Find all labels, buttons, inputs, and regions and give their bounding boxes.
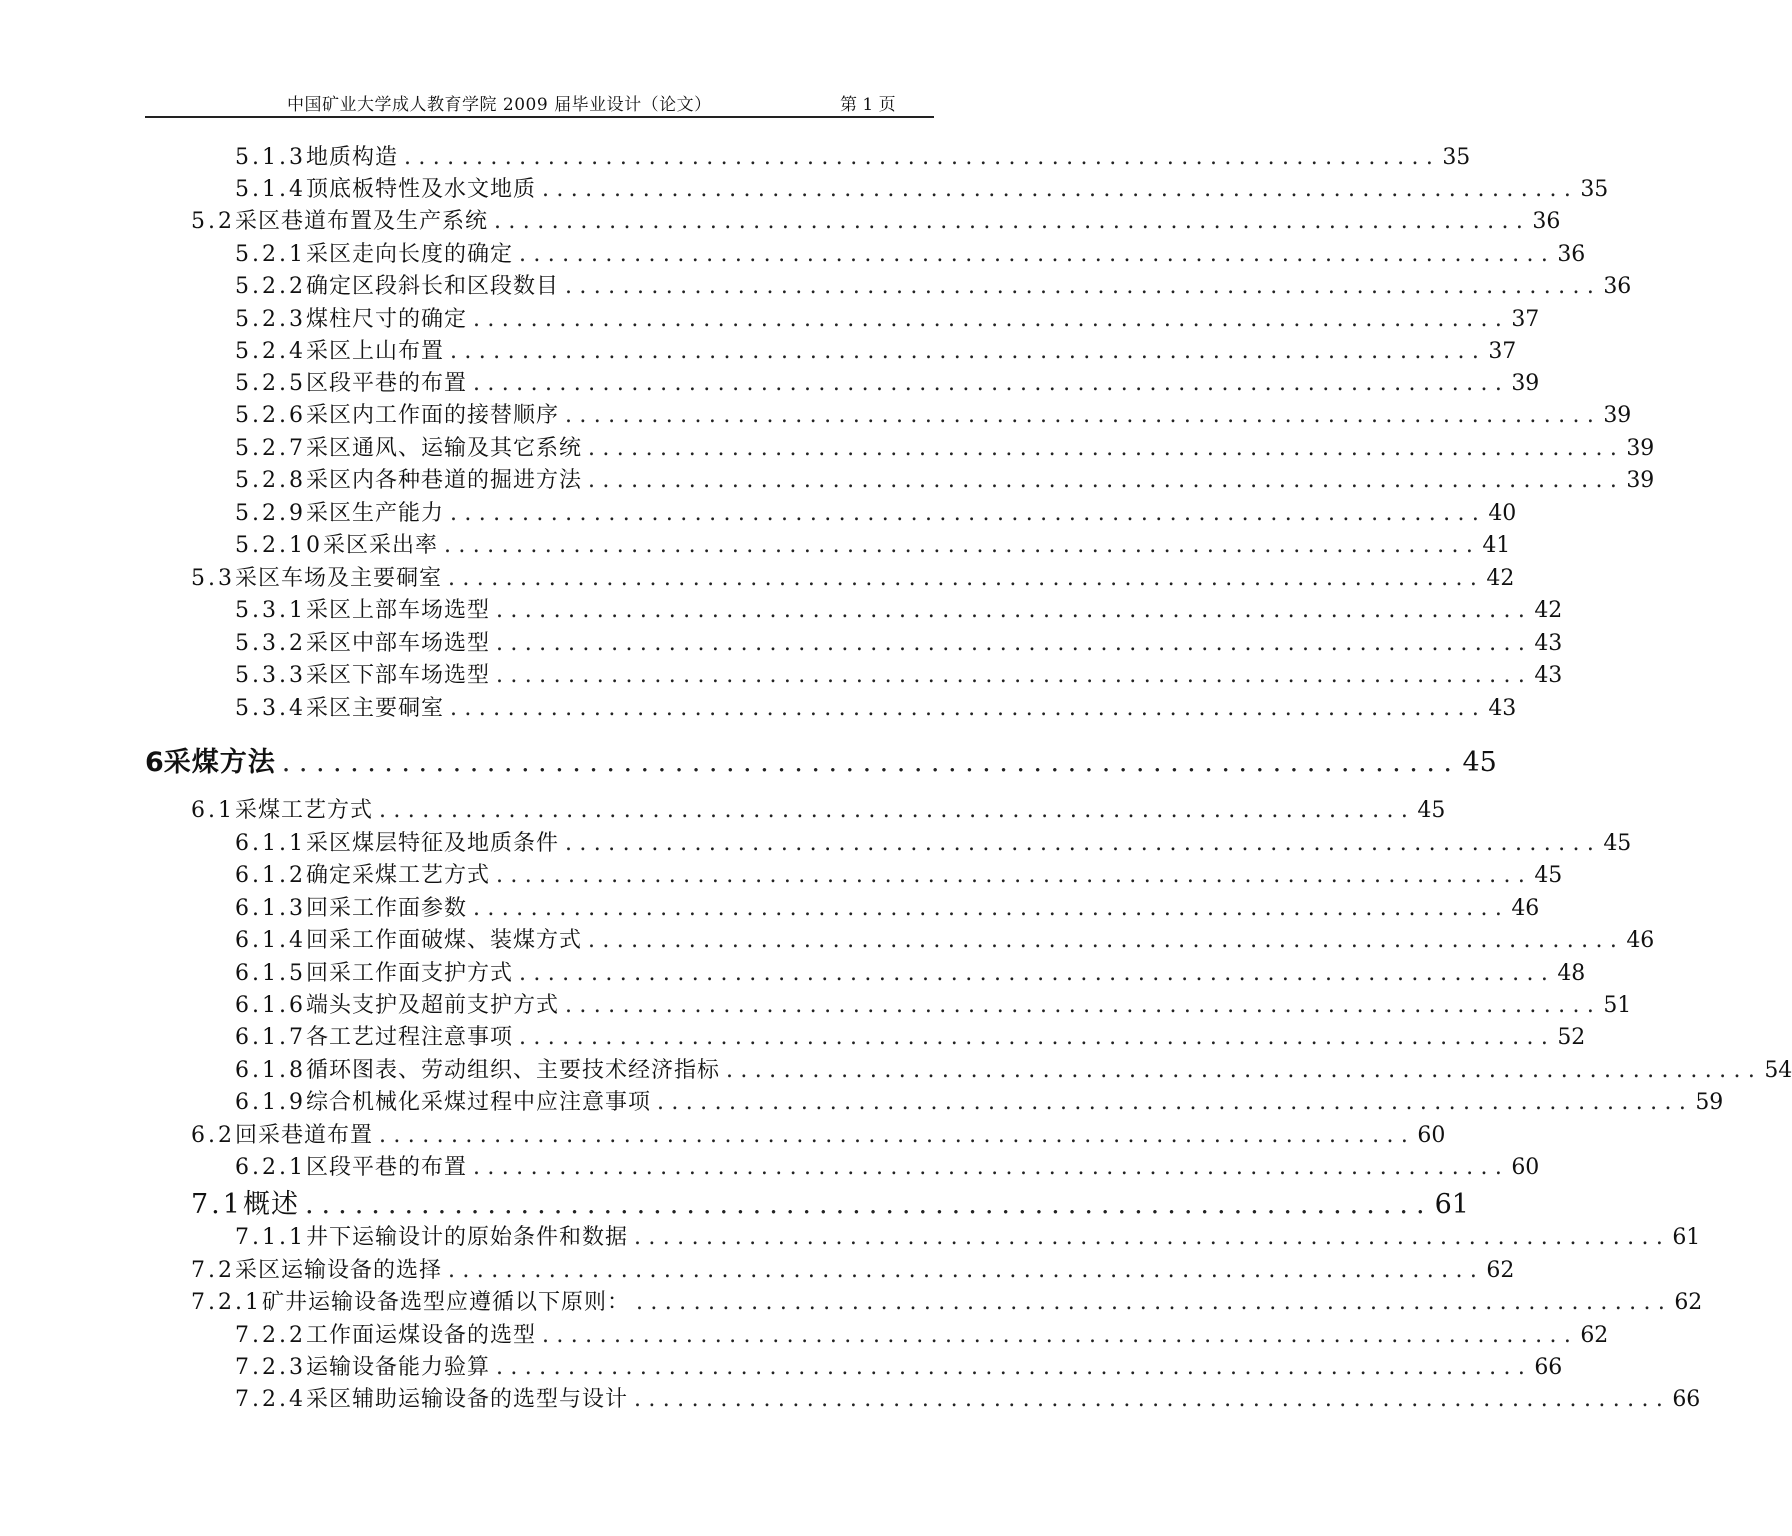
toc-entry[interactable]: [235, 891, 1540, 923]
toc-entry-number: 6.1.2: [235, 863, 306, 888]
toc-entry-page: 39: [1603, 403, 1632, 428]
toc-entry-title: 回采工作面破煤、装煤方式: [305, 928, 582, 953]
toc-entry[interactable]: [191, 1285, 1703, 1317]
toc-entry[interactable]: [191, 1118, 1446, 1150]
toc-entry-number: 5.2.10: [235, 533, 323, 558]
toc-leader-dots: ........................................................................: [404, 145, 1441, 170]
header-title: 中国矿业大学成人教育学院 2009 届毕业设计（论文）: [287, 95, 712, 115]
toc-entry-title: 采区中部车场选型: [305, 631, 490, 656]
toc-entry-number: 7.2: [191, 1258, 235, 1283]
toc-entry-title: 采区下部车场选型: [305, 663, 490, 688]
toc-entry-number: 7.1.1: [235, 1225, 306, 1250]
toc-entry-title: 采区走向长度的确定: [305, 242, 513, 267]
page-header: [145, 88, 934, 118]
toc-entry[interactable]: [235, 431, 1655, 463]
toc-leader-dots: ........................................................................: [542, 177, 1579, 202]
toc-leader-dots: ........................................................................: [473, 371, 1510, 396]
toc-entry[interactable]: [235, 826, 1632, 858]
toc-chapter-number: 6: [145, 747, 164, 778]
toc-entry-page: 37: [1511, 307, 1540, 332]
toc-entry-number: 5.3: [191, 566, 235, 591]
toc-entry[interactable]: [235, 1318, 1609, 1350]
toc-leader-dots: ........................................................................: [565, 403, 1602, 428]
header-page-number: 第 1 页: [840, 95, 896, 115]
toc-entry[interactable]: [235, 269, 1632, 301]
toc-entry-title: 地质构造: [305, 145, 398, 170]
toc-entry-number: 5.2.5: [235, 371, 306, 396]
toc-entry[interactable]: [235, 140, 1471, 172]
toc-leader-dots: ........................................................................: [448, 1258, 1485, 1283]
toc-entry-title: 采区内各种巷道的掘进方法: [305, 468, 582, 493]
toc-entry-page: 52: [1557, 1025, 1586, 1050]
toc-entry-page: 43: [1534, 663, 1563, 688]
toc-entry[interactable]: [235, 1020, 1586, 1052]
toc-entry-page: 46: [1511, 896, 1540, 921]
toc-leader-dots: ........................................................................: [634, 1387, 1671, 1412]
toc-entry-title: 采区巷道布置及生产系统: [235, 209, 489, 234]
toc-entry-title: 煤柱尺寸的确定: [305, 307, 467, 332]
toc-entry-number: 7.2.2: [235, 1323, 306, 1348]
toc-entry[interactable]: [235, 366, 1540, 398]
toc-entry[interactable]: [235, 463, 1655, 495]
toc-entry-title: 采区通风、运输及其它系统: [305, 436, 582, 461]
toc-entry-title: 采区车场及主要硐室: [235, 566, 443, 591]
toc-leader-dots: ........................................................................: [565, 993, 1602, 1018]
toc-entry-title: 确定区段斜长和区段数目: [305, 274, 559, 299]
toc-leader-dots: ........................................................................: [496, 863, 1533, 888]
toc-entry-page: 43: [1488, 696, 1517, 721]
toc-leader-dots: ........................................................................: [379, 1123, 1416, 1148]
toc-entry-page: 43: [1534, 631, 1563, 656]
toc-entry-number: 5.3.1: [235, 598, 306, 623]
toc-entry-number: 5.2.1: [235, 242, 306, 267]
toc-entry-page: 61: [1672, 1225, 1701, 1250]
toc-entry-number: 5.1.3: [235, 145, 306, 170]
toc-entry-number: 6.1.5: [235, 961, 306, 986]
toc-entry-number: 7.2.3: [235, 1355, 306, 1380]
toc-entry-number: 7.2.1: [191, 1290, 262, 1315]
toc-entry[interactable]: [191, 1253, 1515, 1285]
toc-entry-title: 确定采煤工艺方式: [305, 863, 490, 888]
toc-entry-title: 采区运输设备的选择: [235, 1258, 443, 1283]
toc-leader-dots: ........................................................................: [565, 831, 1602, 856]
toc-entry-title: 井下运输设计的原始条件和数据: [305, 1225, 628, 1250]
toc-entry-number: 6.2: [191, 1123, 235, 1148]
toc-entry-page: 37: [1488, 339, 1517, 364]
toc-leader-dots: ........................................................................: [496, 598, 1533, 623]
toc-entry-page: 36: [1557, 242, 1586, 267]
toc-entry-title: 回采巷道布置: [235, 1123, 374, 1148]
toc-entry-number: 6.1.7: [235, 1025, 306, 1050]
toc-entry-number: 6.1.9: [235, 1090, 306, 1115]
toc-leader-dots: ........................................................................: [473, 1155, 1510, 1180]
toc-entry-page: 45: [1417, 798, 1446, 823]
toc-entry-title: 采区煤层特征及地质条件: [305, 831, 559, 856]
toc-entry-page: 40: [1488, 501, 1517, 526]
toc-entry-number: 6.1.1: [235, 831, 306, 856]
toc-entry[interactable]: [235, 398, 1632, 430]
toc-entry-page: 62: [1674, 1290, 1703, 1315]
toc-entry-page: 51: [1603, 993, 1632, 1018]
toc-entry-title: 顶底板特性及水文地质: [305, 177, 536, 202]
toc-entry[interactable]: [235, 528, 1511, 560]
toc-entry-number: 5.2.2: [235, 274, 306, 299]
toc-entry-title: 各工艺过程注意事项: [305, 1025, 513, 1050]
toc-entry-page: 41: [1482, 533, 1511, 558]
toc-entry-number: 6.1.8: [235, 1058, 306, 1083]
toc-entry-number: 7.1: [191, 1189, 243, 1220]
toc-entry-page: 62: [1580, 1323, 1609, 1348]
toc-entry[interactable]: [235, 1053, 1792, 1085]
toc-entry-page: 39: [1626, 468, 1655, 493]
toc-entry[interactable]: [235, 593, 1563, 625]
toc-entry-page: 45: [1534, 863, 1563, 888]
toc-leader-dots: ........................................................................: [473, 896, 1510, 921]
toc-entry-page: 39: [1626, 436, 1655, 461]
toc-entry-page: 42: [1486, 566, 1515, 591]
toc-chapter-page: 45: [1462, 747, 1497, 778]
toc-entry-page: 45: [1603, 831, 1632, 856]
toc-entry-number: 5.2.3: [235, 307, 306, 332]
toc-leader-dots: ........................................................................: [450, 696, 1487, 721]
toc-entry-number: 6.2.1: [235, 1155, 306, 1180]
toc-entry-number: 6.1.6: [235, 993, 306, 1018]
toc-entry-page: 36: [1603, 274, 1632, 299]
toc-entry-title: 采煤工艺方式: [235, 798, 374, 823]
toc-leader-dots: ........................................................................: [565, 274, 1602, 299]
toc-leader-dots: ........................................................................: [496, 663, 1533, 688]
toc-entry-page: 54: [1764, 1058, 1792, 1083]
toc-entry-title: 采区生产能力: [305, 501, 444, 526]
toc-entry-title: 采区上山布置: [305, 339, 444, 364]
toc-entry-page: 36: [1532, 209, 1561, 234]
toc-leader-dots: ........................................................................: [496, 631, 1533, 656]
toc-leader-dots: ........................................................................: [494, 209, 1531, 234]
toc-entry-title: 采区采出率: [322, 533, 438, 558]
toc-entry-page: 35: [1442, 145, 1471, 170]
toc-entry-page: 46: [1626, 928, 1655, 953]
toc-entry[interactable]: [235, 626, 1563, 658]
toc-entry[interactable]: [235, 956, 1586, 988]
toc-entry-page: 66: [1672, 1387, 1701, 1412]
toc-entry-number: 6.1.4: [235, 928, 306, 953]
toc-entry-page: 48: [1557, 961, 1586, 986]
toc-entry-title: 端头支护及超前支护方式: [305, 993, 559, 1018]
toc-entry[interactable]: [235, 1150, 1540, 1182]
toc-entry[interactable]: [235, 658, 1563, 690]
toc-leader-dots: ........................................................................: [448, 566, 1485, 591]
toc-entry[interactable]: [235, 923, 1655, 955]
toc-leader-dots: ........................................................................: [379, 798, 1416, 823]
toc-chapter-title: 采煤方法: [163, 747, 276, 778]
toc-entry[interactable]: [235, 496, 1517, 528]
toc-leader-dots: ........................................................................: [450, 339, 1487, 364]
toc-leader-dots: .....................................................................: [281, 747, 1461, 778]
toc-chapter-entry[interactable]: [145, 740, 1497, 780]
toc-entry[interactable]: [235, 1220, 1701, 1252]
toc-entry-title: 回采工作面参数: [305, 896, 467, 921]
toc-entry-title: 采区主要硐室: [305, 696, 444, 721]
toc-leader-dots: ........................................................................: [726, 1058, 1763, 1083]
toc-leader-dots: ........................................................................: [444, 533, 1481, 558]
toc-leader-dots: ........................................................................: [636, 1290, 1673, 1315]
toc-entry[interactable]: [235, 334, 1517, 366]
toc-entry[interactable]: [191, 793, 1446, 825]
toc-leader-dots: ........................................................................: [450, 501, 1487, 526]
toc-entry[interactable]: [235, 1382, 1701, 1414]
toc-entry[interactable]: [235, 1085, 1724, 1117]
toc-leader-dots: ........................................................................: [519, 1025, 1556, 1050]
toc-entry-title: 区段平巷的布置: [305, 371, 467, 396]
toc-entry-title: 回采工作面支护方式: [305, 961, 513, 986]
toc-entry-page: 60: [1511, 1155, 1540, 1180]
toc-leader-dots: ....................................................................: [304, 1189, 1433, 1220]
toc-entry-number: 5.2.4: [235, 339, 306, 364]
toc-entry-page: 59: [1695, 1090, 1724, 1115]
toc-entry-title: 矿井运输设备选型应遵循以下原则：: [261, 1290, 630, 1315]
toc-entry-number: 6.1.3: [235, 896, 306, 921]
toc-leader-dots: ........................................................................: [473, 307, 1510, 332]
toc-entry-number: 5.2.6: [235, 403, 306, 428]
toc-entry-title: 采区内工作面的接替顺序: [305, 403, 559, 428]
toc-leader-dots: ........................................................................: [519, 961, 1556, 986]
toc-leader-dots: ........................................................................: [542, 1323, 1579, 1348]
toc-entry-page: 61: [1434, 1189, 1469, 1220]
toc-entry-page: 60: [1417, 1123, 1446, 1148]
toc-entry[interactable]: [235, 858, 1563, 890]
toc-leader-dots: ........................................................................: [496, 1355, 1533, 1380]
toc-entry-page: 62: [1486, 1258, 1515, 1283]
toc-entry[interactable]: [235, 172, 1609, 204]
toc-entry-title: 采区上部车场选型: [305, 598, 490, 623]
toc-entry-page: 39: [1511, 371, 1540, 396]
toc-entry-number: 5.3.4: [235, 696, 306, 721]
toc-entry[interactable]: [235, 237, 1586, 269]
toc-entry-title: 循环图表、劳动组织、主要技术经济指标: [305, 1058, 720, 1083]
toc-entry-title: 概述: [242, 1189, 299, 1220]
toc-entry[interactable]: [235, 302, 1540, 334]
toc-entry-number: 5.2: [191, 209, 235, 234]
toc-entry[interactable]: [235, 1350, 1563, 1382]
toc-entry[interactable]: [191, 561, 1515, 593]
toc-leader-dots: ........................................................................: [657, 1090, 1694, 1115]
toc-entry-title: 运输设备能力验算: [305, 1355, 490, 1380]
toc-leader-dots: ........................................................................: [634, 1225, 1671, 1250]
toc-entry-title: 工作面运煤设备的选型: [305, 1323, 536, 1348]
toc-entry-number: 5.2.7: [235, 436, 306, 461]
toc-entry[interactable]: [191, 204, 1561, 236]
toc-leader-dots: ........................................................................: [588, 928, 1625, 953]
toc-entry[interactable]: [191, 1182, 1469, 1222]
toc-entry-title: 采区辅助运输设备的选型与设计: [305, 1387, 628, 1412]
toc-leader-dots: ........................................................................: [588, 468, 1625, 493]
toc-entry-number: 7.2.4: [235, 1387, 306, 1412]
toc-entry-number: 6.1: [191, 798, 235, 823]
toc-entry[interactable]: [235, 691, 1517, 723]
toc-leader-dots: ........................................................................: [588, 436, 1625, 461]
toc-entry-number: 5.2.8: [235, 468, 306, 493]
toc-entry-number: 5.2.9: [235, 501, 306, 526]
toc-entry-number: 5.1.4: [235, 177, 306, 202]
toc-entry[interactable]: [235, 988, 1632, 1020]
toc-entry-number: 5.3.3: [235, 663, 306, 688]
toc-entry-title: 区段平巷的布置: [305, 1155, 467, 1180]
toc-entry-page: 42: [1534, 598, 1563, 623]
toc-entry-title: 综合机械化采煤过程中应注意事项: [305, 1090, 651, 1115]
toc-entry-page: 35: [1580, 177, 1609, 202]
toc-leader-dots: ........................................................................: [519, 242, 1556, 267]
toc-entry-number: 5.3.2: [235, 631, 306, 656]
toc-entry-page: 66: [1534, 1355, 1563, 1380]
